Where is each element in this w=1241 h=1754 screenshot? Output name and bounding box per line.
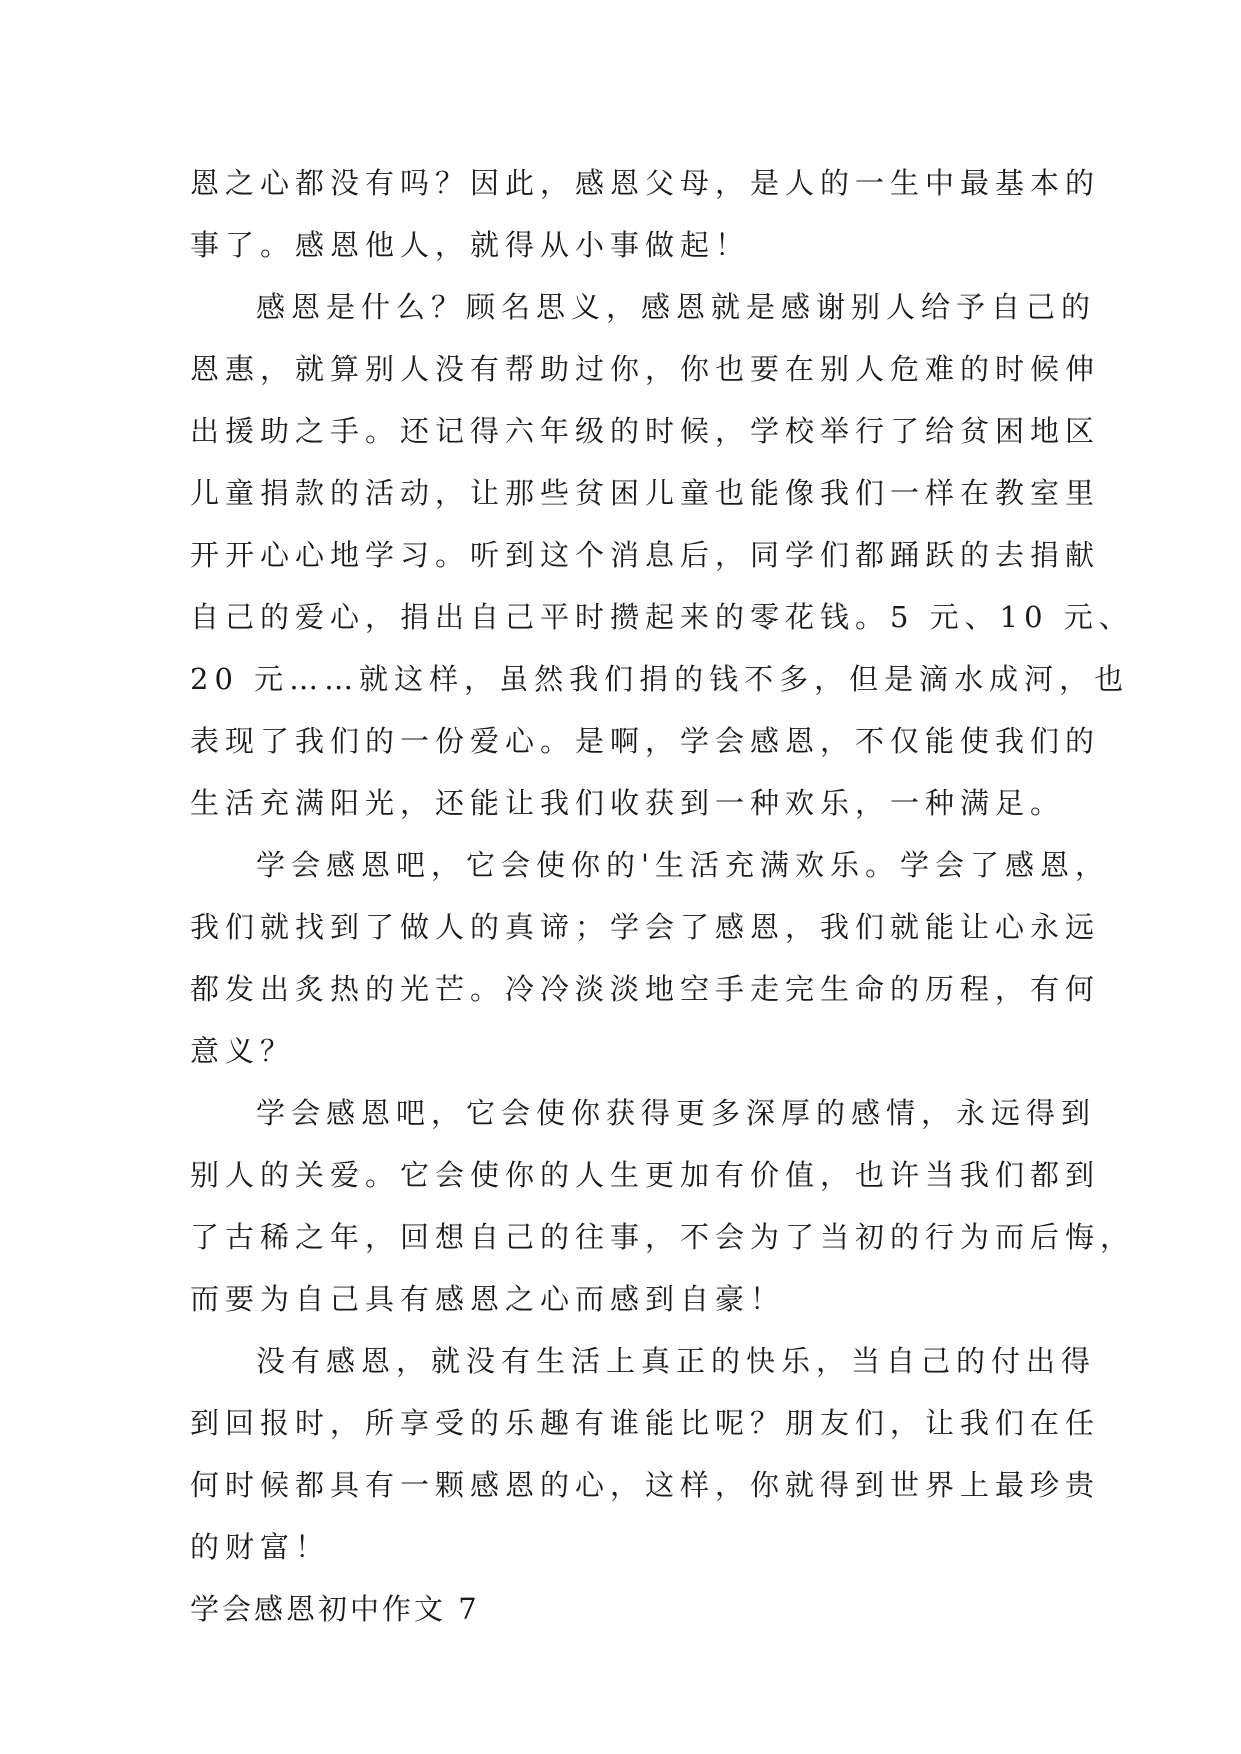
- text-line: 表现了我们的一份爱心。是啊，学会感恩，不仅能使我们的: [190, 724, 1101, 758]
- section-title: 学会感恩初中作文 7: [190, 1592, 480, 1626]
- paragraph-first-line: 没有感恩，就没有生活上真正的快乐，当自己的付出得: [256, 1344, 1097, 1378]
- text-line: 意义？: [190, 1034, 296, 1068]
- text-line: 何时候都具有一颗感恩的心，这样，你就得到世界上最珍贵: [190, 1468, 1101, 1502]
- text-line: 了古稀之年，回想自己的往事，不会为了当初的行为而后悔，: [190, 1220, 1136, 1254]
- text-line: 别人的关爱。它会使你的人生更加有价值，也许当我们都到: [190, 1158, 1101, 1192]
- text-line: 到回报时，所享受的乐趣有谁能比呢？朋友们，让我们在任: [190, 1406, 1101, 1440]
- document-page: [190, 152, 1136, 1640]
- text-line: 都发出炙热的光芒。冷冷淡淡地空手走完生命的历程，有何: [190, 972, 1101, 1006]
- text-line: 恩惠，就算别人没有帮助过你，你也要在别人危难的时候伸: [190, 352, 1101, 386]
- paragraph-first-line: 感恩是什么？顾名思义，感恩就是感谢别人给予自己的: [256, 290, 1097, 324]
- paragraph-first-line: 学会感恩吧，它会使你获得更多深厚的感情，永远得到: [256, 1096, 1097, 1130]
- text-line: 恩之心都没有吗？因此，感恩父母，是人的一生中最基本的: [190, 166, 1101, 200]
- text-line: 的财富！: [190, 1530, 331, 1564]
- text-line: 出援助之手。还记得六年级的时候，学校举行了给贫困地区: [190, 414, 1101, 448]
- text-line: 自己的爱心，捐出自己平时攒起来的零花钱。5 元、10 元、: [190, 600, 1134, 634]
- text-line: 儿童捐款的活动，让那些贫困儿童也能像我们一样在教室里: [190, 476, 1101, 510]
- text-line: 生活充满阳光，还能让我们收获到一种欢乐，一种满足。: [190, 786, 1066, 820]
- text-line: 事了。感恩他人，就得从小事做起！: [190, 228, 751, 262]
- text-line: 而要为自己具有感恩之心而感到自豪！: [190, 1282, 786, 1316]
- paragraph-first-line: 学会感恩吧，它会使你的'生活充满欢乐。学会了感恩，: [256, 848, 1110, 882]
- text-line: 我们就找到了做人的真谛；学会了感恩，我们就能让心永远: [190, 910, 1101, 944]
- text-line: 20 元……就这样，虽然我们捐的钱不多，但是滴水成河，也: [190, 662, 1130, 696]
- text-line: 开开心心地学习。听到这个消息后，同学们都踊跃的去捐献: [190, 538, 1101, 572]
